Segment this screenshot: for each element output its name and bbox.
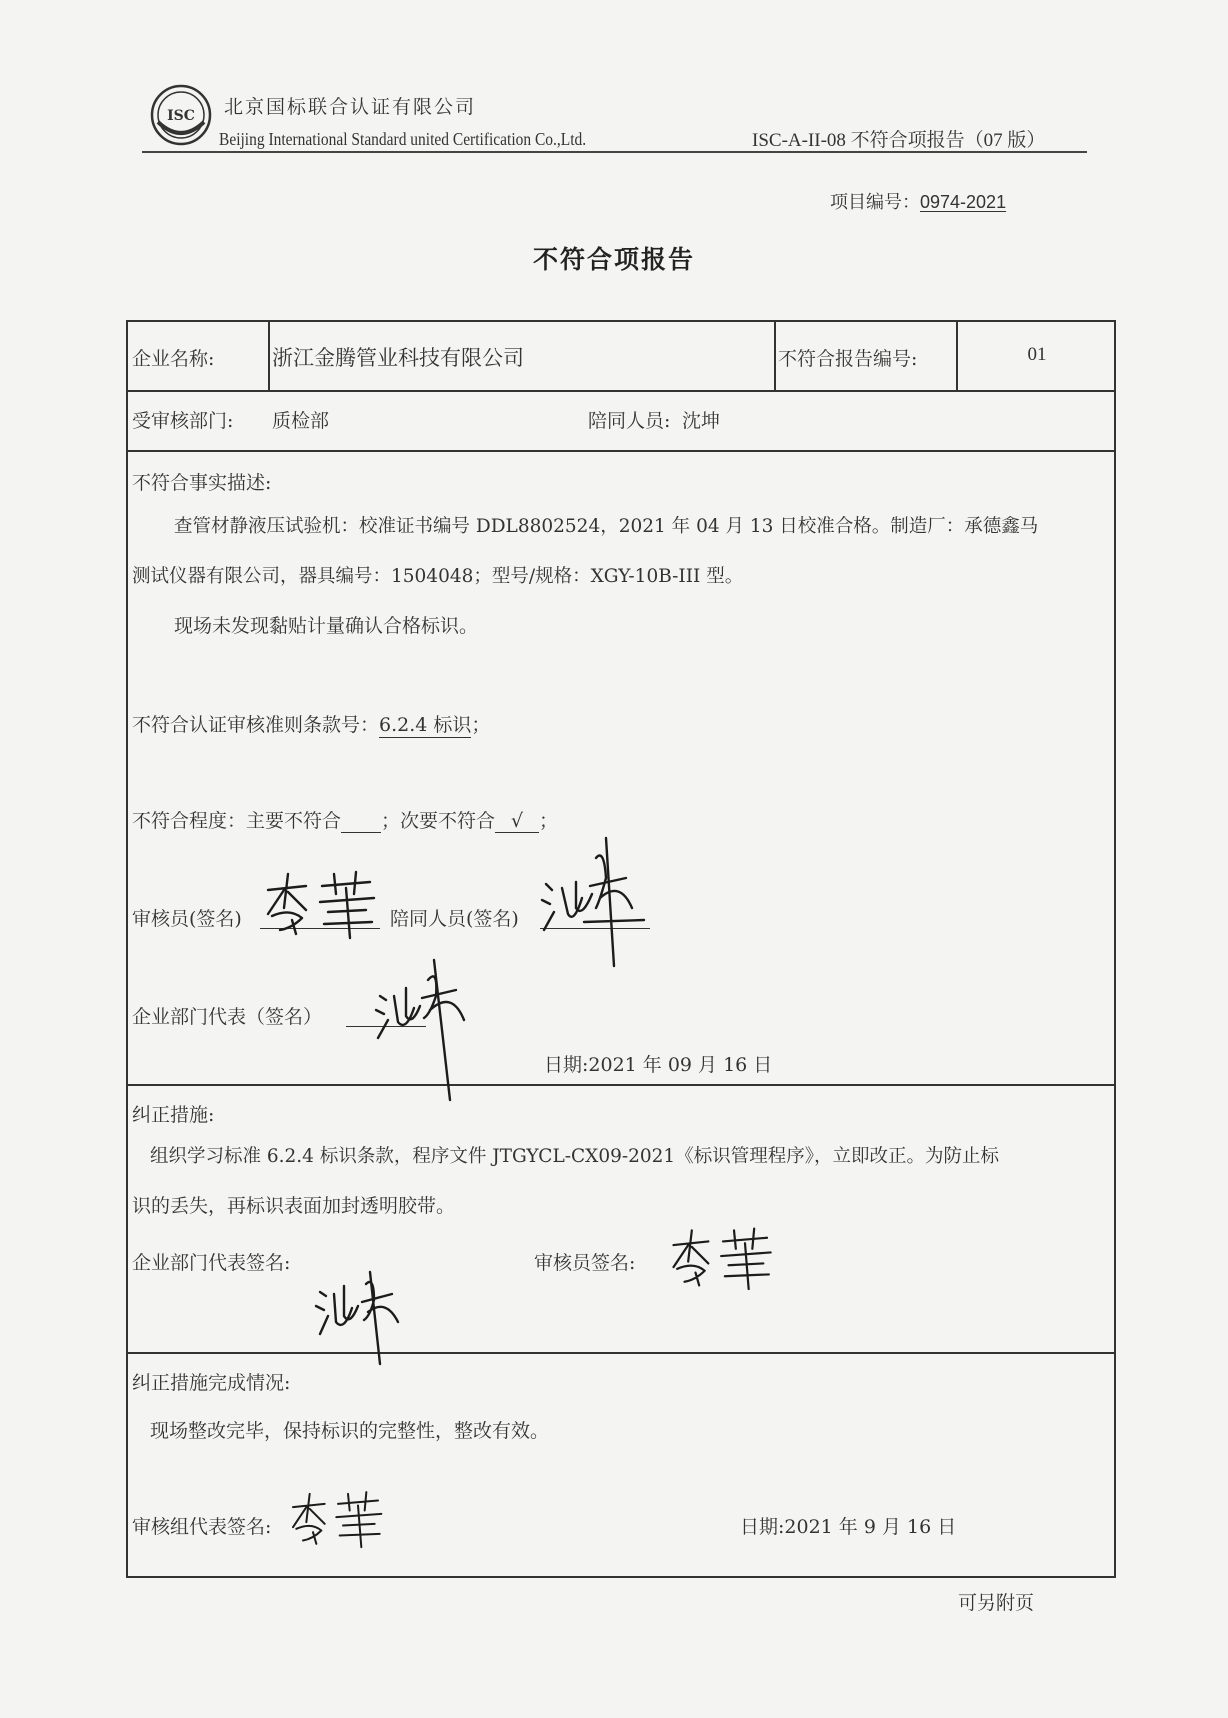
escort-signature — [540, 838, 650, 966]
corrective-label: 纠正措施: — [132, 1104, 215, 1126]
project-number-value: 0974-2021 — [920, 192, 1007, 212]
escort-sign-label: 陪同人员(签名) — [390, 908, 519, 930]
header-rule — [142, 151, 1087, 153]
clause-value: 6.2.4 标识 — [379, 710, 471, 738]
department-label: 受审核部门: — [132, 410, 234, 432]
degree-major-field — [341, 810, 381, 833]
col-divider-1 — [268, 322, 270, 390]
department-value: 质检部 — [272, 410, 330, 432]
completion-rep-sign-label: 审核组代表签名: — [132, 1516, 272, 1538]
corrective-line-1: 组织学习标准 6.2.4 标识条款，程序文件 JTGYCL-CX09-2021《标识管理程序》，立即改正。为防止标 — [150, 1146, 999, 1167]
nonconformity-line-2: 测试仪器有限公司，器具编号：1504048；型号/规格：XGY-10B-III 型。 — [132, 566, 744, 587]
auditor-signature — [262, 868, 382, 938]
completion-signature — [288, 1486, 388, 1550]
auditor-sign-label: 审核员(签名) — [132, 908, 242, 930]
degree-row — [132, 806, 558, 833]
row-divider-2 — [128, 450, 1114, 452]
rep-sign-label: 企业部门代表（签名） — [132, 1006, 323, 1028]
degree-end: ； — [539, 810, 559, 832]
form-code: ISC-A-II-08 不符合项报告（07 版） — [752, 130, 1046, 151]
row-divider-4 — [128, 1352, 1114, 1354]
footer-note: 可另附页 — [958, 1592, 1035, 1614]
clause-label: 不符合认证审核准则条款号： — [132, 714, 380, 736]
row-divider-1 — [128, 390, 1114, 392]
corrective-auditor-sign-label: 审核员签名: — [534, 1252, 636, 1274]
nonconformity-label: 不符合事实描述: — [132, 472, 272, 494]
degree-minor-field: √ — [495, 810, 539, 833]
nonconformity-para-2: 现场未发现黏贴计量确认合格标识。 — [174, 615, 479, 637]
page-title: 不符合项报告 — [532, 245, 695, 274]
escort-label: 陪同人员: — [588, 410, 671, 432]
completion-label: 纠正措施完成情况: — [132, 1372, 291, 1394]
nonconformity-line-1: 查管材静液压试验机：校准证书编号 DDL8802524，2021 年 04 月 13 日校准合格。制造厂：承德鑫马 — [174, 516, 1039, 537]
clause-row — [132, 710, 490, 738]
completion-text: 现场整改完毕，保持标识的完整性，整改有效。 — [150, 1420, 550, 1442]
org-name-en: Beijing International Standard united Certification Co.,Ltd. — [219, 129, 587, 149]
nonconformity-date: 日期:2021 年 09 月 16 日 — [544, 1054, 773, 1076]
company-name: 浙江金腾管业科技有限公司 — [272, 346, 524, 370]
report-no-value: 01 — [1027, 344, 1047, 365]
rep-signature — [372, 960, 472, 1100]
isc-logo — [150, 84, 212, 146]
completion-date: 日期:2021 年 9 月 16 日 — [740, 1516, 957, 1538]
corrective-line-2: 识的丢失，再标识表面加封透明胶带。 — [132, 1195, 456, 1217]
degree-label: 不符合程度：主要不符合 — [132, 810, 342, 832]
corrective-auditor-signature — [668, 1224, 778, 1290]
escort-value: 沈坤 — [682, 410, 721, 432]
col-divider-2 — [774, 322, 776, 390]
degree-sep: ；次要不符合 — [381, 810, 496, 832]
corrective-rep-signature — [314, 1272, 404, 1364]
svg-text:ISC: ISC — [167, 108, 195, 124]
company-label: 企业名称: — [132, 348, 215, 370]
corrective-rep-sign-label: 企业部门代表签名: — [132, 1252, 291, 1274]
org-name-cn: 北京国标联合认证有限公司 — [224, 96, 477, 118]
clause-end: ； — [471, 714, 491, 736]
project-number — [830, 188, 1006, 214]
row-divider-3 — [128, 1084, 1114, 1086]
project-number-label: 项目编号： — [830, 192, 920, 213]
report-no-label: 不符合报告编号: — [778, 348, 918, 370]
